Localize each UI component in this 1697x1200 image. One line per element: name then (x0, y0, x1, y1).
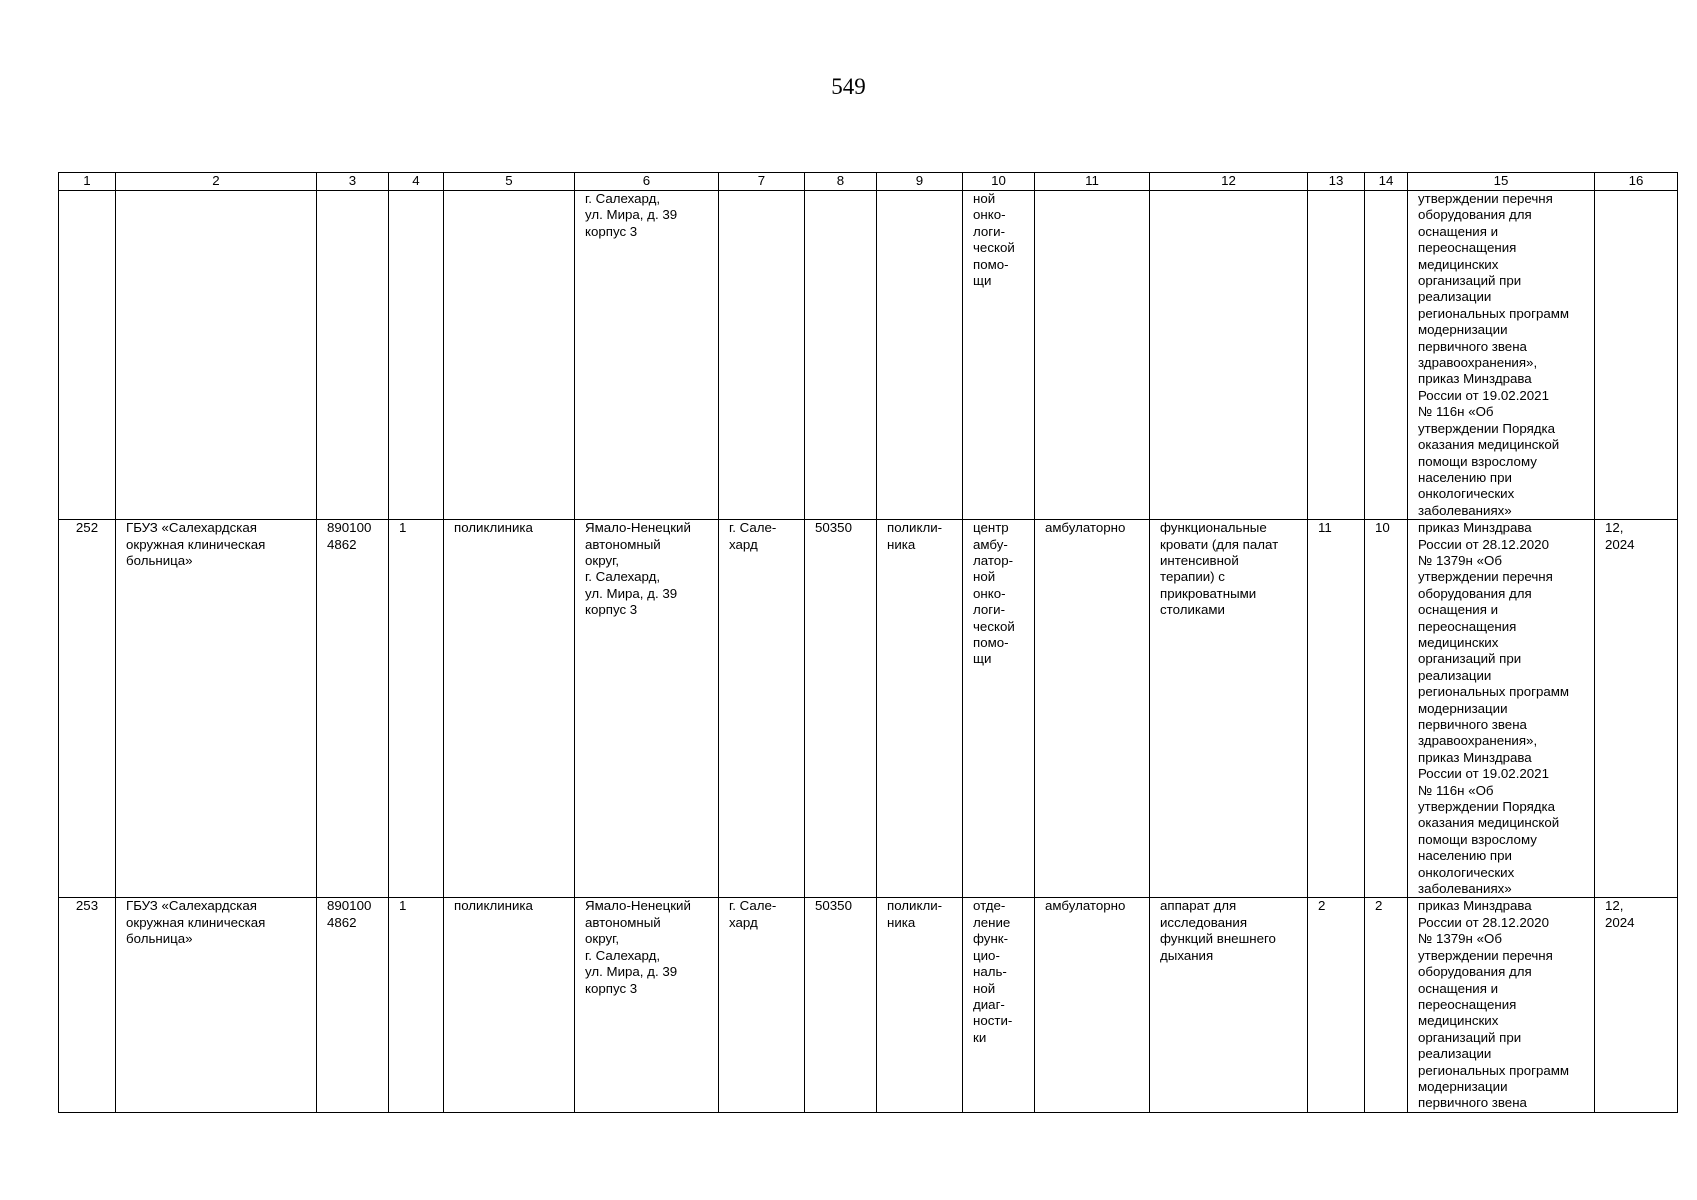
address-cell: Ямало-Ненецкий автономный округ, г. Салехард, ул. Мира, д. 39 корпус 3 (575, 520, 719, 898)
column-header: 6 (575, 173, 719, 191)
quantity-required-cell (1308, 191, 1365, 520)
count-cell (389, 191, 444, 520)
column-header: 8 (805, 173, 877, 191)
column-header: 15 (1408, 173, 1595, 191)
unit-type-cell (877, 191, 963, 520)
column-header: 9 (877, 173, 963, 191)
equipment-table (58, 172, 1678, 1113)
quantity-required-cell: 2 (1308, 898, 1365, 1112)
equipment-cell (1150, 191, 1308, 520)
column-header: 4 (389, 173, 444, 191)
column-header: 5 (444, 173, 575, 191)
column-header: 11 (1035, 173, 1150, 191)
code-cell (317, 191, 389, 520)
table-row (59, 898, 1678, 1112)
table-row (59, 520, 1678, 898)
column-header: 3 (317, 173, 389, 191)
legal-basis-cell: приказ Минздрава России от 28.12.2020 № 1379н «Об утверждении перечня оборудования для оснащения и переоснащения медицинских организаций при реализации региональных программ модернизации первичного звена (1408, 898, 1595, 1112)
column-header: 14 (1365, 173, 1408, 191)
organization-cell (116, 191, 317, 520)
address-cell: Ямало-Ненецкий автономный округ, г. Салехард, ул. Мира, д. 39 корпус 3 (575, 898, 719, 1112)
quantity-cell: 2 (1365, 898, 1408, 1112)
equipment-cell: функциональные кровати (для палат интенсивной терапии) с прикроватными столиками (1150, 520, 1308, 898)
care-mode-cell (1035, 191, 1150, 520)
row-number-cell: 253 (59, 898, 116, 1112)
department-cell: центр амбу- латор- ной онко- логи- ческой помо- щи (963, 520, 1035, 898)
code-cell: 890100 4862 (317, 520, 389, 898)
count-cell: 1 (389, 898, 444, 1112)
column-number-row (59, 173, 1678, 191)
department-cell: отде- ление функ- цио- наль- ной диаг- ности- ки (963, 898, 1035, 1112)
facility-type-cell: поликлиника (444, 520, 575, 898)
unit-type-cell: поликли- ника (877, 520, 963, 898)
page-number: 549 (831, 74, 866, 99)
city-cell (719, 191, 805, 520)
postal-code-cell: 50350 (805, 520, 877, 898)
period-cell: 12, 2024 (1595, 520, 1678, 898)
code-cell: 890100 4862 (317, 898, 389, 1112)
column-header: 13 (1308, 173, 1365, 191)
department-cell: ной онко- логи- ческой помо- щи (963, 191, 1035, 520)
row-number-cell (59, 191, 116, 520)
column-header: 16 (1595, 173, 1678, 191)
postal-code-cell (805, 191, 877, 520)
column-header: 2 (116, 173, 317, 191)
address-cell: г. Салехард, ул. Мира, д. 39 корпус 3 (575, 191, 719, 520)
legal-basis-cell: приказ Минздрава России от 28.12.2020 № 1379н «Об утверждении перечня оборудования для оснащения и переоснащения медицинских организаций при реализации региональных программ модернизации первичного звена здравоохранения», приказ Минздрава России от 19.02.2021 № 116н «Об утверждении Порядка оказания медицинской помощи взрослому населению при онкологических заболеваниях» (1408, 520, 1595, 898)
table-row-continued (59, 191, 1678, 520)
quantity-cell: 10 (1365, 520, 1408, 898)
postal-code-cell: 50350 (805, 898, 877, 1112)
quantity-required-cell: 11 (1308, 520, 1365, 898)
row-number-cell: 252 (59, 520, 116, 898)
organization-cell: ГБУЗ «Салехардская окружная клиническая больница» (116, 898, 317, 1112)
column-header: 10 (963, 173, 1035, 191)
care-mode-cell: амбулаторно (1035, 520, 1150, 898)
city-cell: г. Сале- хард (719, 898, 805, 1112)
count-cell: 1 (389, 520, 444, 898)
facility-type-cell: поликлиника (444, 898, 575, 1112)
legal-basis-cell: утверждении перечня оборудования для оснащения и переоснащения медицинских организаций при реализации региональных программ модернизации первичного звена здравоохранения», приказ Минздрава России от 19.02.2021 № 116н «Об утверждении Порядка оказания медицинской помощи взрослому населению при онкологических заболеваниях» (1408, 191, 1595, 520)
column-header: 7 (719, 173, 805, 191)
facility-type-cell (444, 191, 575, 520)
period-cell (1595, 191, 1678, 520)
period-cell: 12, 2024 (1595, 898, 1678, 1112)
column-header: 1 (59, 173, 116, 191)
organization-cell: ГБУЗ «Салехардская окружная клиническая больница» (116, 520, 317, 898)
equipment-cell: аппарат для исследования функций внешнего дыхания (1150, 898, 1308, 1112)
city-cell: г. Сале- хард (719, 520, 805, 898)
column-header: 12 (1150, 173, 1308, 191)
care-mode-cell: амбулаторно (1035, 898, 1150, 1112)
unit-type-cell: поликли- ника (877, 898, 963, 1112)
quantity-cell (1365, 191, 1408, 520)
